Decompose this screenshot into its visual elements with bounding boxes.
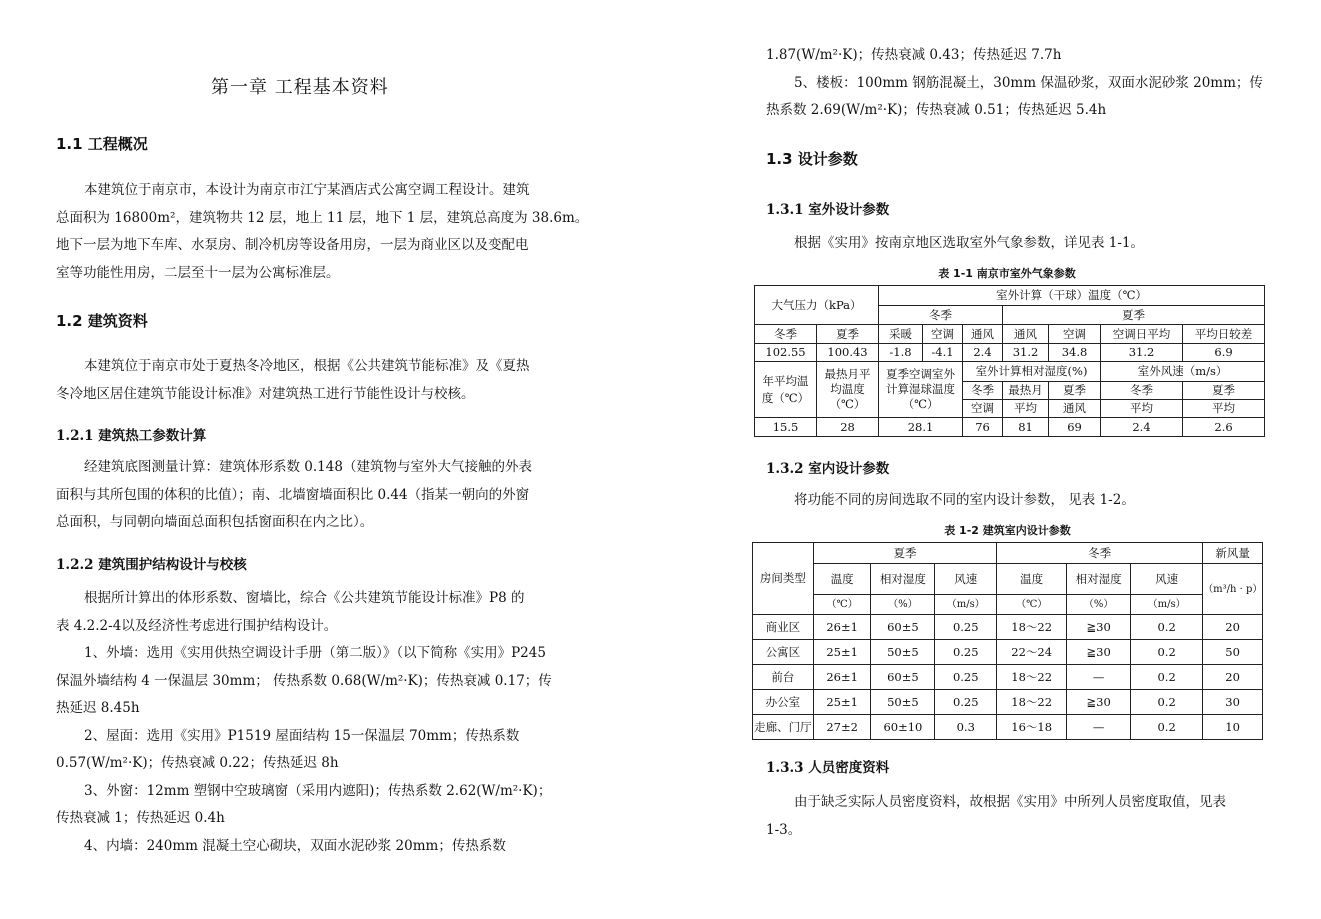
- table-cell: 夏季: [1003, 306, 1265, 325]
- cell-text: （℃）: [902, 397, 939, 411]
- table-cell: 50±5: [871, 690, 935, 715]
- table-cell: 18～22: [997, 665, 1067, 690]
- table-cell: 室外风速（m/s）: [1101, 362, 1265, 382]
- table-cell: 2.4: [1101, 418, 1183, 437]
- table-cell: 冬季: [879, 306, 1003, 325]
- table-row: [753, 690, 1263, 715]
- table-cell: 相对湿度: [1067, 564, 1131, 595]
- table-cell: 冬季: [755, 325, 817, 344]
- table-cell: 6.9: [1183, 344, 1265, 362]
- table-cell: 风速: [935, 564, 997, 595]
- table-cell: （m/s）: [935, 595, 997, 615]
- text-line: 1、外墙：选用《实用供热空调设计手册（第二版）》（以下简称《实用》P245: [84, 645, 546, 661]
- table-1-1: [754, 285, 1265, 437]
- table-cell: 前台: [753, 665, 814, 690]
- table-cell: 2.4: [963, 344, 1003, 362]
- text-line: 经建筑底图测量计算：建筑体形系数 0.148（建筑物与室外大气接触的外表: [84, 459, 532, 475]
- table-cell: 27±2: [813, 715, 871, 740]
- table-cell: 20: [1203, 615, 1263, 640]
- table-cell: 34.8: [1049, 344, 1101, 362]
- section-1-1-body: [56, 177, 589, 287]
- table-cell: [879, 362, 963, 418]
- table-cell: 0.2: [1131, 715, 1203, 740]
- text-line: 热系数 2.69(W/m²·K)；传热衰减 0.51；传热延迟 5.4h: [766, 102, 1107, 118]
- section-1-2-1-body: [56, 454, 542, 537]
- section-1-3-3-body: [766, 789, 1266, 844]
- table-cell: 通风: [963, 325, 1003, 344]
- table-cell: —: [1067, 715, 1131, 740]
- table-cell: 0.2: [1131, 640, 1203, 665]
- table-cell: 0.25: [935, 690, 997, 715]
- table-cell: 60±5: [871, 665, 935, 690]
- table-cell: ≧30: [1067, 690, 1131, 715]
- table-1-2-caption: 表 1-2 建筑室内设计参数: [944, 524, 1071, 537]
- table-cell: 0.2: [1131, 690, 1203, 715]
- cell-text: （℃）: [829, 397, 866, 411]
- section-1-2-2-heading: 1.2.2 建筑围护结构设计与校核: [56, 557, 247, 573]
- text-line: 5、楼板：100mm 钢筋混凝土，30mm 保温砂浆，双面水泥砂浆 20mm；传: [794, 74, 1263, 91]
- table-cell: 102.55: [755, 344, 817, 362]
- table-cell: 夏季: [817, 325, 879, 344]
- section-1-3-1-body: [766, 230, 1266, 258]
- table-cell: 空调: [1049, 325, 1101, 344]
- table-cell: 69: [1049, 418, 1101, 437]
- table-cell: 10: [1203, 715, 1263, 740]
- text-line: 1.87(W/m²·K)；传热衰减 0.43；传热延迟 7.7h: [766, 47, 1062, 63]
- table-cell: 夏季: [1183, 382, 1265, 400]
- text-line: 由于缺乏实际人员密度资料，故根据《实用》中所列人员密度取值，见表: [794, 794, 1226, 810]
- table-row: [753, 715, 1263, 740]
- section-1-3-2-body: [766, 487, 1266, 515]
- table-cell: 81: [1003, 418, 1049, 437]
- cell-text: 最热月平: [824, 367, 871, 381]
- table-cell: 60±10: [871, 715, 935, 740]
- table-cell: 0.25: [935, 640, 997, 665]
- section-1-1-heading: 1.1 工程概况: [56, 135, 148, 153]
- table-cell: 20: [1203, 665, 1263, 690]
- table-row: [753, 640, 1263, 665]
- text-line: 总面积为 16800m²，建筑物共 12 层，地上 11 层，地下 1 层，建筑总高度为 38.6m。: [56, 209, 589, 226]
- text-line: 室等功能性用房，二层至十一层为公寓标准层。: [56, 264, 340, 281]
- table-cell: 温度: [997, 564, 1067, 595]
- text-line: 0.57(W/m²·K)；传热衰减 0.22；传热延迟 8h: [56, 755, 339, 771]
- table-cell: 60±5: [871, 615, 935, 640]
- table-cell: 冬季: [997, 543, 1203, 564]
- section-1-3-2-heading: 1.3.2 室内设计参数: [766, 461, 890, 477]
- text-line: 根据《实用》按南京地区选取室外气象参数，详见表 1-1。: [794, 235, 1145, 251]
- table-cell: （℃）: [813, 595, 871, 615]
- table-1-1-caption: 表 1-1 南京市室外气象参数: [938, 267, 1076, 280]
- table-cell: 16～18: [997, 715, 1067, 740]
- table-cell: 冬季: [1101, 382, 1183, 400]
- text-line: 面积与其所包围的体积的比值）；南、北墙窗墙面积比 0.44（指某一朝向的外窗: [56, 486, 530, 503]
- section-1-2-body: [56, 353, 542, 408]
- table-cell: [817, 362, 879, 418]
- table-cell: 31.2: [1003, 344, 1049, 362]
- text-line: 3、外窗：12mm 塑钢中空玻璃窗（采用内遮阳)；传热系数 2.62(W/m²·K)；: [84, 782, 552, 799]
- cell-text: 计算湿球温度: [886, 382, 956, 396]
- table-cell: 15.5: [755, 418, 817, 437]
- text-line: 保温外墙结构 4 一保温层 30mm； 传热系数 0.68(W/m²·K)；传热衰减 0.17；传: [56, 672, 552, 689]
- table-cell: （m³/h · p）: [1203, 564, 1263, 615]
- table-cell: 0.25: [935, 665, 997, 690]
- table-cell: 平均: [1183, 400, 1265, 418]
- table-1-2: [752, 542, 1263, 740]
- table-cell: 0.3: [935, 715, 997, 740]
- table-cell: 通风: [1049, 400, 1101, 418]
- section-1-3-3-heading: 1.3.3 人员密度资料: [766, 760, 890, 776]
- section-1-3-1-heading: 1.3.1 室外设计参数: [766, 202, 890, 218]
- table-cell: 平均日较差: [1183, 325, 1265, 344]
- table-cell: -1.8: [879, 344, 923, 362]
- table-cell: 0.2: [1131, 615, 1203, 640]
- table-cell: 平均: [1003, 400, 1049, 418]
- table-cell: 夏季: [1049, 382, 1101, 400]
- section-1-2-2-body: [56, 585, 552, 860]
- table-cell: 室外计算相对湿度(%): [963, 362, 1101, 382]
- text-line: 地下一层为地下车库、水泵房、制冷机房等设备用房，一层为商业区以及变配电: [56, 237, 529, 253]
- table-cell: 温度: [813, 564, 871, 595]
- table-cell: 28.1: [879, 418, 963, 437]
- table-cell: —: [1067, 665, 1131, 690]
- table-row: [753, 615, 1263, 640]
- table-cell: [755, 362, 817, 418]
- table-cell: 大气压力（kPa）: [755, 286, 879, 325]
- table-cell: （m/s）: [1131, 595, 1203, 615]
- section-1-2-heading: 1.2 建筑资料: [56, 312, 148, 330]
- table-cell: 31.2: [1101, 344, 1183, 362]
- table-cell: 新风量: [1203, 543, 1263, 564]
- table-cell: ≧30: [1067, 640, 1131, 665]
- table-cell: 通风: [1003, 325, 1049, 344]
- table-cell: 25±1: [813, 640, 871, 665]
- text-line: 2、屋面：选用《实用》P1519 屋面结构 15一保温层 70mm；传热系数: [84, 727, 520, 744]
- text-line: 总面积，与同朝向墙面总面积包括窗面积在内之比）。: [56, 514, 374, 530]
- table-cell: （%）: [1067, 595, 1131, 615]
- table-cell: 25±1: [813, 690, 871, 715]
- table-cell: 50±5: [871, 640, 935, 665]
- table-cell: 室外计算（干球）温度（℃）: [879, 286, 1265, 306]
- table-cell: 相对湿度: [871, 564, 935, 595]
- table-cell: 最热月: [1003, 382, 1049, 400]
- table-row: [753, 665, 1263, 690]
- table-cell: 采暖: [879, 325, 923, 344]
- text-line: 根据所计算出的体形系数、窗墙比，综合《公共建筑节能设计标准》P8 的: [84, 590, 525, 606]
- cell-text: 均温度: [830, 382, 865, 396]
- text-line: 4、内墙：240mm 混凝土空心砌块，双面水泥砂浆 20mm；传热系数: [84, 837, 506, 854]
- chapter-title: 第一章 工程基本资料: [211, 77, 389, 98]
- table-cell: 50: [1203, 640, 1263, 665]
- table-cell: （℃）: [997, 595, 1067, 615]
- text-line: 传热衰减 1；传热延迟 0.4h: [56, 810, 225, 826]
- table-cell: 办公室: [753, 690, 814, 715]
- table-cell: 夏季: [813, 543, 996, 564]
- table-cell: 空调日平均: [1101, 325, 1183, 344]
- table-cell: 风速: [1131, 564, 1203, 595]
- section-1-3-heading: 1.3 设计参数: [766, 150, 858, 168]
- table-cell: 冬季: [963, 382, 1003, 400]
- table-cell: 26±1: [813, 665, 871, 690]
- text-line: 表 4.2.2-4以及经济性考虑进行围护结构设计。: [56, 617, 338, 634]
- table-cell: 公寓区: [753, 640, 814, 665]
- text-line: 本建筑位于南京市，本设计为南京市江宁某酒店式公寓空调工程设计。建筑: [84, 182, 530, 198]
- table-cell: 房间类型: [753, 543, 814, 615]
- table-cell: ≧30: [1067, 615, 1131, 640]
- section-1-2-1-heading: 1.2.1 建筑热工参数计算: [56, 428, 207, 444]
- text-line: 1-3。: [766, 821, 802, 838]
- table-cell: 28: [817, 418, 879, 437]
- table-cell: 2.6: [1183, 418, 1265, 437]
- table-cell: 空调: [923, 325, 963, 344]
- text-line: 将功能不同的房间选取不同的室内设计参数， 见表 1-2。: [794, 492, 1135, 508]
- table-cell: -4.1: [923, 344, 963, 362]
- table-cell: （%）: [871, 595, 935, 615]
- table-cell: 76: [963, 418, 1003, 437]
- text-line: 本建筑位于南京市处于夏热冬冷地区，根据《公共建筑节能标准》及《夏热: [84, 358, 530, 374]
- table-cell: 30: [1203, 690, 1263, 715]
- table-cell: 平均: [1101, 400, 1183, 418]
- text-line: 冬冷地区居住建筑节能设计标准》对建筑热工进行节能性设计与校核。: [56, 385, 475, 402]
- table-cell: 空调: [963, 400, 1003, 418]
- table-cell: 26±1: [813, 615, 871, 640]
- table-cell: 0.2: [1131, 665, 1203, 690]
- table-cell: 22～24: [997, 640, 1067, 665]
- cell-text: 夏季空调室外: [886, 367, 956, 381]
- cell-text: 年平均温度（℃）: [761, 373, 810, 405]
- table-cell: 100.43: [817, 344, 879, 362]
- text-line: 热延迟 8.45h: [56, 700, 140, 716]
- table-cell: 0.25: [935, 615, 997, 640]
- table-cell: 走廊、门厅: [753, 715, 814, 740]
- continued-text: [766, 42, 1266, 125]
- table-cell: 18～22: [997, 690, 1067, 715]
- table-cell: 商业区: [753, 615, 814, 640]
- table-cell: 18～22: [997, 615, 1067, 640]
